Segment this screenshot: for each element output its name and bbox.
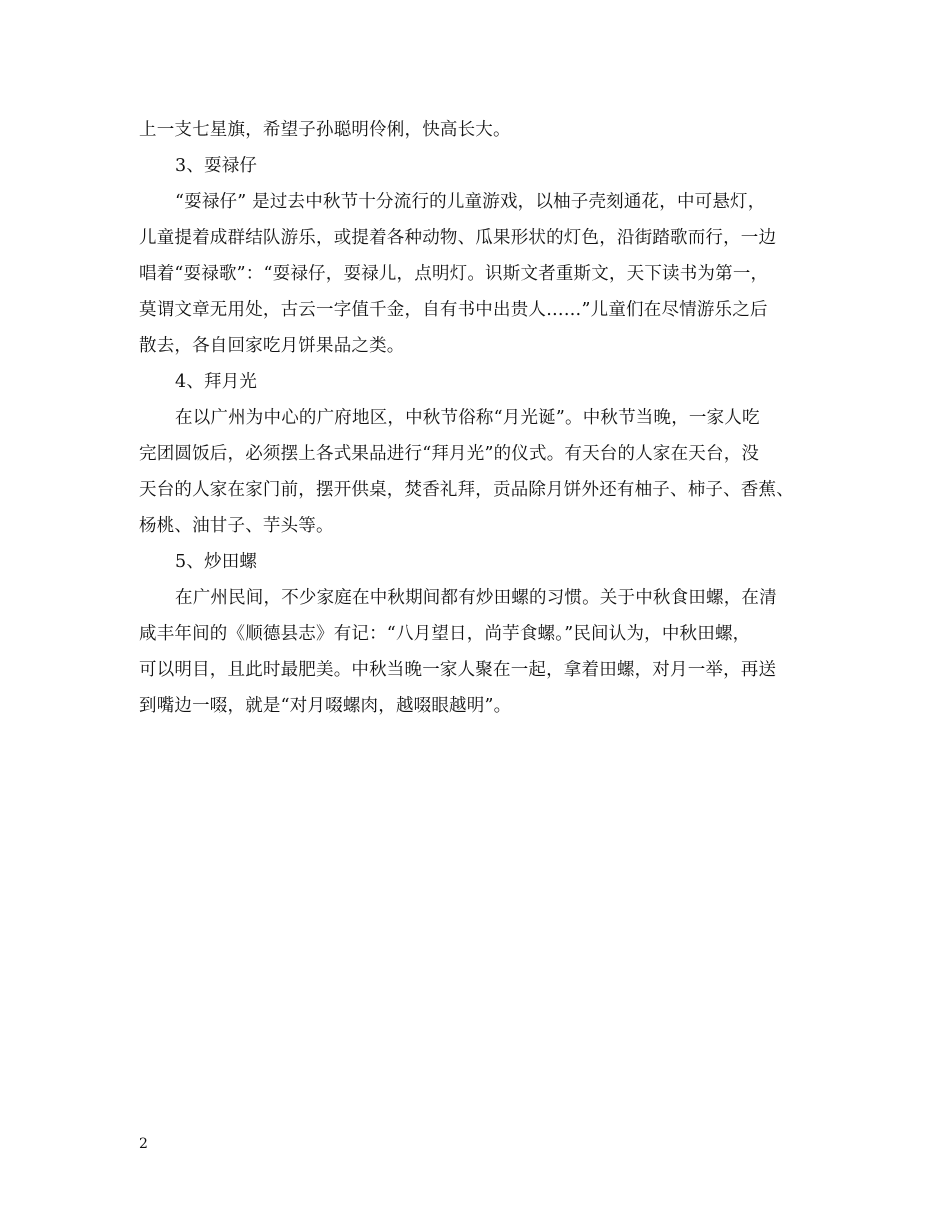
paragraph-line: 莫谓文章无用处，古云一字值千金，自有书中出贵人……”儿童们在尽情游乐之后 bbox=[139, 300, 768, 320]
page-number: 2 bbox=[139, 1136, 148, 1152]
section-heading-4: 4、拜月光 bbox=[175, 372, 258, 392]
paragraph-line: 儿童提着成群结队游乐，或提着各种动物、瓜果形状的灯色，沿街踏歌而行，一边 bbox=[139, 228, 777, 248]
paragraph-line: 上一支七星旗，希望子孙聪明伶俐，快高长大。 bbox=[139, 120, 511, 140]
paragraph-line: 可以明目，且此时最肥美。中秋当晚一家人聚在一起，拿着田螺，对月一举，再送 bbox=[139, 660, 777, 680]
paragraph-line: 唱着“耍禄歌”：“耍禄仔，耍禄儿，点明灯。识斯文者重斯文，天下读书为第一， bbox=[139, 264, 769, 284]
paragraph-line: 在以广州为中心的广府地区，中秋节俗称“月光诞”。中秋节当晚，一家人吃 bbox=[175, 408, 760, 428]
paragraph-line: “耍禄仔” 是过去中秋节十分流行的儿童游戏，以柚子壳刻通花，中可悬灯， bbox=[175, 192, 766, 212]
paragraph-line: 天台的人家在家门前，摆开供桌，焚香礼拜，贡品除月饼外还有柚子、柿子、香蕉、 bbox=[139, 480, 794, 500]
document-body bbox=[139, 116, 839, 721]
paragraph-line: 到嘴边一啜，就是“对月啜螺肉，越啜眼越明”。 bbox=[139, 696, 512, 716]
section-heading-3: 3、耍禄仔 bbox=[175, 156, 258, 176]
paragraph-line: 咸丰年间的《顺德县志》有记：“八月望日，尚芋食螺。”民间认为，中秋田螺， bbox=[139, 624, 751, 644]
section-heading-5: 5、炒田螺 bbox=[175, 552, 258, 572]
paragraph-line: 散去，各自回家吃月饼果品之类。 bbox=[139, 336, 405, 356]
paragraph-line: 杨桃、油甘子、芋头等。 bbox=[139, 516, 334, 536]
paragraph-line: 完团圆饭后，必须摆上各式果品进行“拜月光”的仪式。有天台的人家在天台，没 bbox=[139, 444, 760, 464]
paragraph-line: 在广州民间，不少家庭在中秋期间都有炒田螺的习惯。关于中秋食田螺，在清 bbox=[175, 588, 777, 608]
